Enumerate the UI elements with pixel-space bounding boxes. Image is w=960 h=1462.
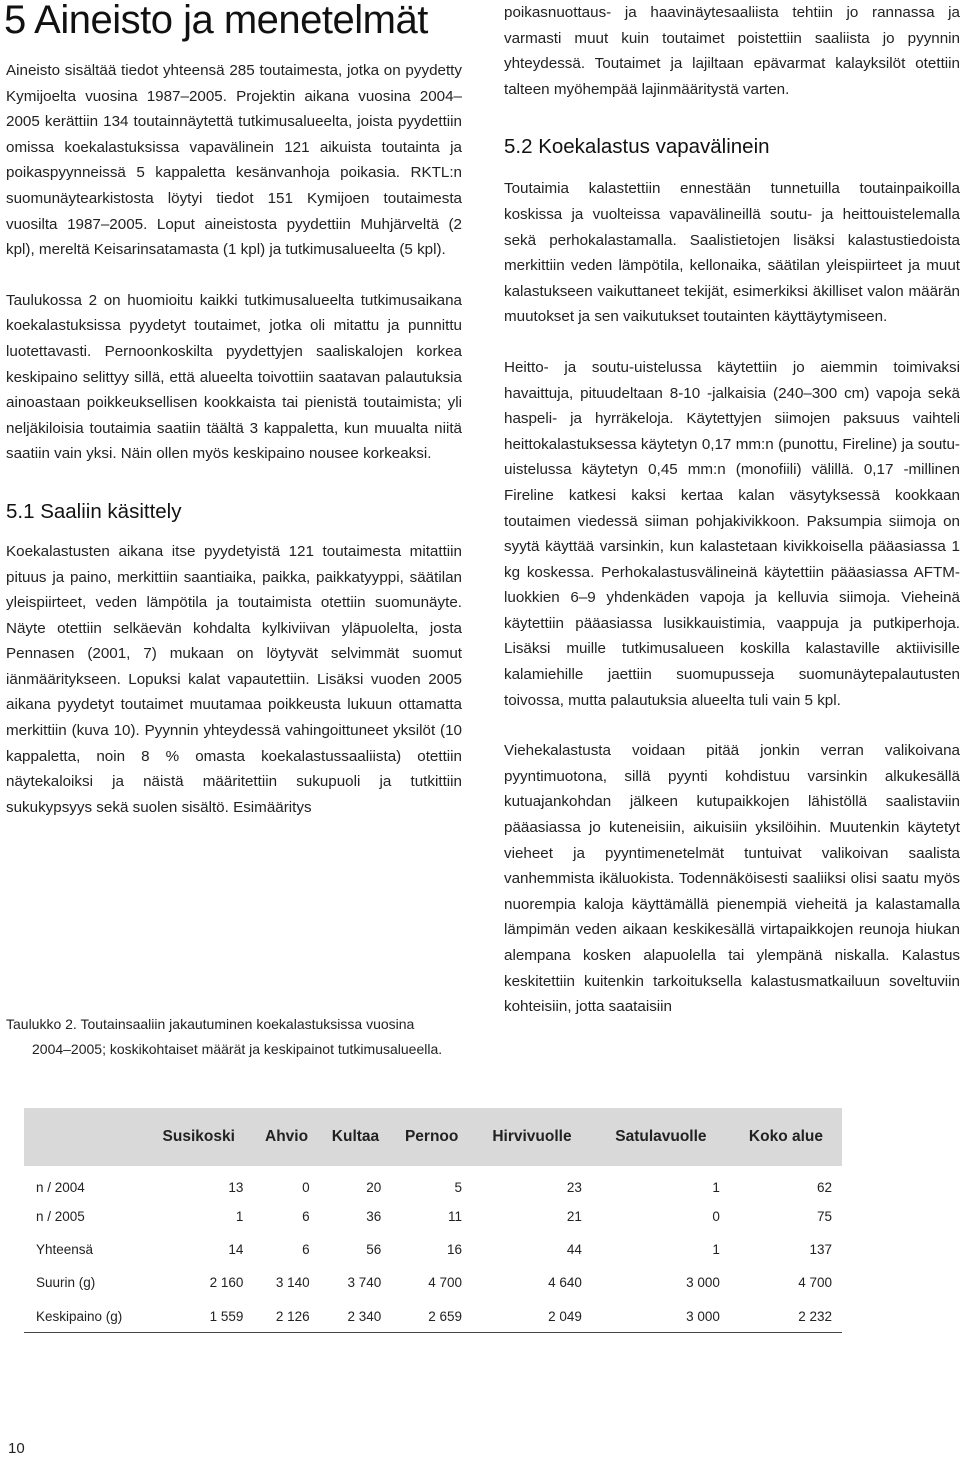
paragraph: Koekalastusten aikana itse pyydetyistä 121 toutaimesta mitattiin pituus ja paino, merkittiin saantiaika, paikka, paikkatyyppi, säätilan yleispiirteet, veden lämpötila ja toutaimista otettiin suomunäyte. Näyte otettiin selkäevän kohdalta kylkiviivan yläpuolelta, josta Pennasen (2001, 7) mukaan on löytyvät selvimmät suomut iänmääritykseen. Lopuksi kalat vapautettiin. Lisäksi vuoden 2005 aikana pyydetyt toutaimet muutamaa poikkeusta lukuun ottamatta merkittiin (kuva 10). Pyynnin yhteydessä vahingoittuneet yksilöt (10 kappaletta, noin 8 % omasta koekalastussaaliista) otettiin näytekaloiksi ja näistä määritettiin sukupuoli ja tutkittiin sukukypsyys sekä suolen sisältö. Esimääritys [6, 542, 462, 816]
column-header: Hirvivuolle [492, 1128, 572, 1145]
section-heading-5-2: 5.2 Koekalastus vapavälinein [504, 135, 770, 159]
table-cell: 1 [712, 1180, 720, 1196]
table-cell: 0 [712, 1208, 720, 1224]
table-cell: 23 [566, 1180, 582, 1196]
table-cell: 4 700 [428, 1275, 463, 1291]
table-cell: 21 [566, 1208, 582, 1224]
caption-line: Taulukko 2. Toutainsaaliin jakautuminen koekalastuksissa vuosina [6, 1016, 415, 1032]
row-label: Keskipaino (g) [36, 1308, 123, 1324]
paragraph: Aineisto sisältää tiedot yhteensä 285 toutaimesta, jotka on pyydetty Kymijoelta vuosina 1987–2005. Projektin aikana vuosina 2004–2005 kerättiin 134 toutainnäytettä tutkimusalueelta, joista pyydettiin omissa koekalastuksissa vapavälinein 121 aikuista toutainta ja poikaspyynneissä 5 kappaletta kesänvanhoja poikasia. RKTL:n suomunäytearkistosta löytyi tiedot 151 Kymijoen toutaimesta vuosilta 1987–2005. Loput aineistosta pyydettiin Muhjärveltä (2 kpl), mereltä Keisarinsatamasta (1 kpl) ja tutkimusalueelta (5 kpl). [6, 62, 462, 259]
table-cell: 36 [366, 1208, 382, 1224]
table-cell: 2 659 [428, 1308, 463, 1324]
table-cell: 56 [366, 1241, 382, 1257]
table-cell: 2 049 [548, 1308, 582, 1324]
table-cell: 13 [228, 1180, 244, 1196]
table-cell: 2 340 [347, 1308, 382, 1324]
table-cell: 3 000 [686, 1308, 720, 1324]
table-cell: 75 [816, 1208, 832, 1224]
section-heading-5-1: 5.1 Saaliin käsittely [6, 499, 182, 523]
column-header: Kultaa [331, 1128, 380, 1145]
data-table [24, 1108, 842, 1333]
table-cell: 1 [235, 1208, 244, 1224]
table-cell: 6 [302, 1241, 310, 1257]
table-cell: 2 126 [275, 1308, 310, 1324]
row-label: n / 2004 [36, 1180, 85, 1196]
table-header-row [24, 1108, 842, 1166]
row-label: Suurin (g) [36, 1275, 96, 1291]
table-cell: 0 [302, 1180, 310, 1196]
column-header: Koko alue [748, 1128, 823, 1145]
table-row [24, 1199, 842, 1232]
row-label: Yhteensä [36, 1241, 94, 1257]
table-caption [6, 1012, 456, 1062]
paragraph: Viehekalastusta voidaan pitää jonkin verran valikoivana pyyntimuotona, sillä pyynti kohdistuu varsinkin alkukesällä kutuajankohdan jälkeen kutupaikkojen lähistöllä saalistaviin pääasiassa jo kuteneisiin, aikuisiin yksilöihin. Muutenkin käytetyt vieheet ja pyyntimenetelmät tuntuivat valikoivan saalista vanhemmista ikäluokista. Todennäköisesti saaliiksi olisi saatu myös nuorempia kaloja käyttämällä pienempiä vieheitä ja kalastamalla lämpimän veden aikaan keskikesällä virtapaikkojen reunoja hiukan alempana kosken alapuolella tai ylempänä niskalla. Kalastus keskitettiin kuitenkin tarkoituksella kalastusmatkailuun soveltuviin kohteisiin, jotta saataisiin [504, 742, 960, 1016]
column-header: Pernoo [404, 1128, 459, 1145]
row-label: n / 2005 [36, 1208, 85, 1224]
table-cell: 4 700 [798, 1275, 832, 1291]
table-row [24, 1266, 842, 1299]
paragraph: Heitto- ja soutu-uistelussa käytettiin jo aiemmin toimivaksi havaittuja, pituudeltaan 8-10 -jalkaisia (240–300 cm) vapoja sekä haspeli- ja hyrräkeloja. Käytettyjen siimojen paksuus vaihteli heittokalastuksessa käytetyn 0,17 mm:n (punottu, Fireline) ja soutu-uistelussa käytetyn 0,45 mm:n (monofiili) välillä. 0,17 -millinen Fireline katkesi kaksi kertaa kalan väsytyksessä kookkaan toutaimen viedessä siiman pohjakivikkoon. Paksumpia siimoja on syytä käyttää varsinkin, kun kalastetaan kivikkoisella pääasiassa 1 kg koskessa. Perhokalastusvälineinä käytettiin pääasiassa AFTM-luokkien 6–9 yhdenkäden vapoja ja kelluvia siimoja. Vieheinä käytettiin pääasiassa lusikkauistimia, vaappuja ja putkiperhoja. Lisäksi muille tutkimusalueen koskilla kalastaville aktiivisille kalamiehille jaettiin suomupusseja suomunäytepalautusten toivossa, mutta palautuksia alueelta tuli vain 5 kpl. [504, 358, 960, 709]
right-column [504, 0, 960, 1020]
table-cell: 1 [712, 1241, 720, 1257]
page-number: 10 [8, 1440, 25, 1457]
table-row [24, 1300, 842, 1333]
table-row [24, 1233, 842, 1266]
table-cell: 62 [816, 1180, 832, 1196]
table-cell: 3 140 [275, 1275, 310, 1291]
table-cell: 44 [566, 1241, 582, 1257]
table-cell: 14 [228, 1241, 244, 1257]
table-cell: 3 740 [347, 1275, 382, 1291]
table-row [24, 1166, 842, 1199]
table-cell: 1 559 [209, 1308, 244, 1324]
column-header [24, 1108, 144, 1166]
table-cell: 11 [448, 1208, 463, 1224]
column-header: Ahvio [265, 1128, 309, 1145]
table-cell: 3 000 [686, 1275, 720, 1291]
table-cell: 4 640 [548, 1275, 582, 1291]
paragraph: poikasnuottaus- ja haavinäytesaaliista tehtiin jo rannassa ja varmasti muut kuin toutaimet poistettiin saaliista jo pyynnin yhteydessä. Toutaimet ja lajiltaan epävarmat kalayksilöt otettiin talteen myöhempää lajinmääritystä varten. [504, 4, 960, 98]
table-cell: 6 [302, 1208, 310, 1224]
table-cell: 137 [809, 1241, 832, 1257]
paragraph: Taulukossa 2 on huomioitu kaikki tutkimusalueelta tutkimusaikana koekalastuksissa pyydetyt toutaimet, jotka oli mitattu ja punnittu luotettavasti. Pernoonkoskilta pyydettyjen saaliskalojen korkea keskipaino selittyy sillä, että alueelta toivottiin saatavan palautuksia ainoastaan poikkeuksellisen kookkaista tai pienistä toutaimista; yli neljäkiloisia toutaimia saatiin täältä 3 kappaletta, kun muualta niitä saatiin vain yksi. Näin ollen myös keskipaino nousee korkeaksi. [6, 291, 462, 463]
left-column [6, 58, 462, 820]
column-header: Satulavuolle [615, 1128, 707, 1145]
table-cell: 20 [366, 1180, 382, 1196]
catch-table [24, 1108, 842, 1333]
caption-line: 2004–2005; koskikohtaiset määrät ja keskipainot tutkimusalueella. [32, 1041, 443, 1057]
page-title: 5 Aineisto ja menetelmät [4, 0, 428, 42]
paragraph: Toutaimia kalastettiin ennestään tunnetuilla toutainpaikoilla koskissa ja vuolteissa vapavälineillä soutu- ja heittouistelemalla sekä perhokalastamalla. Saalistietojen lisäksi kalastustiedoista merkittiin veden lämpötila, kellonaika, säätilan yleispiirteet ja muut kalastukseen vaikuttaneet tekijät, esimerkiksi äkilliset valon määrän muutokset ja sen vaikutukset toutainten käyttäytymiseen. [504, 180, 960, 326]
table-cell: 2 160 [209, 1275, 244, 1291]
table-cell: 2 232 [798, 1308, 832, 1324]
table-cell: 16 [447, 1241, 463, 1257]
table-cell: 5 [454, 1180, 463, 1196]
column-header: Susikoski [162, 1128, 235, 1145]
